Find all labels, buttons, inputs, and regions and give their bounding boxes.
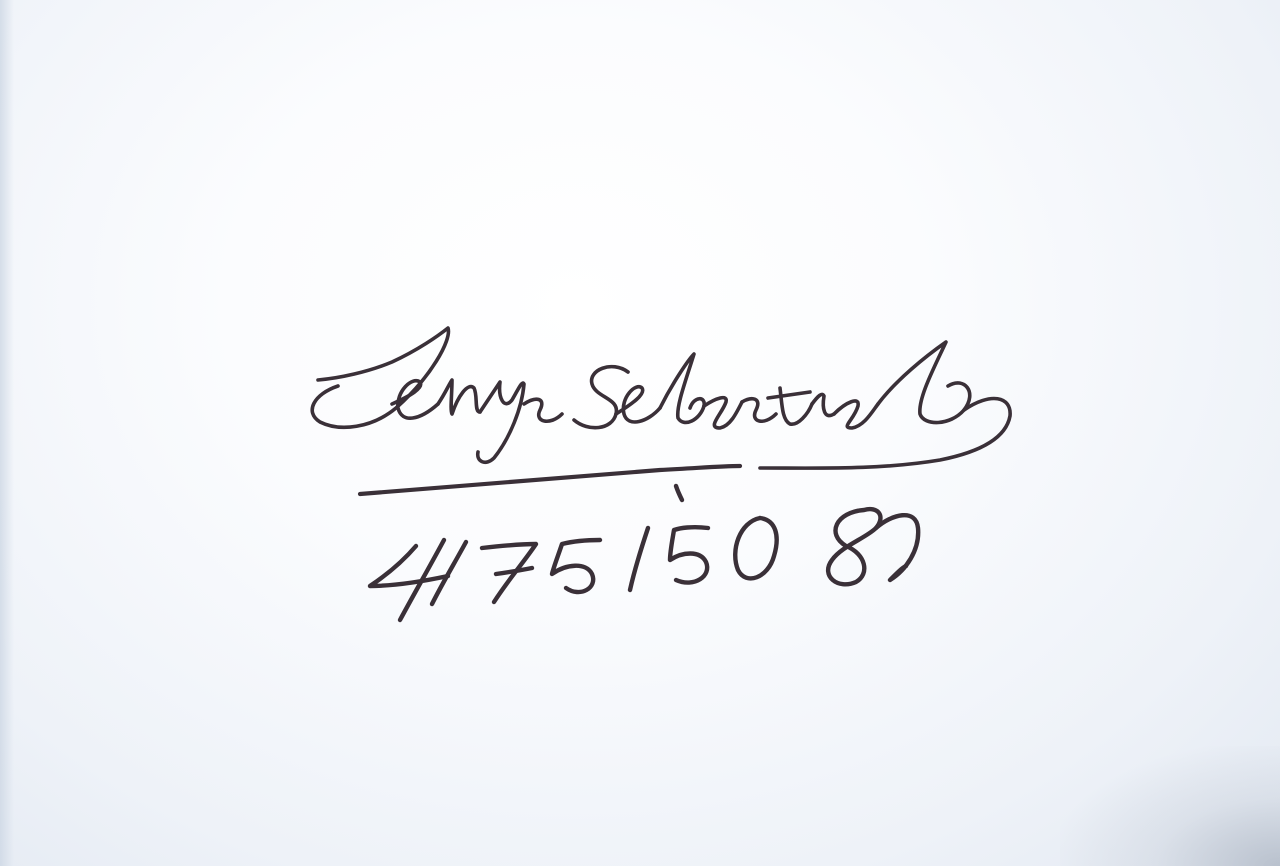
signature-underline — [360, 466, 740, 494]
signature-icon — [312, 328, 1010, 468]
handwritten-number-icon — [370, 486, 918, 620]
